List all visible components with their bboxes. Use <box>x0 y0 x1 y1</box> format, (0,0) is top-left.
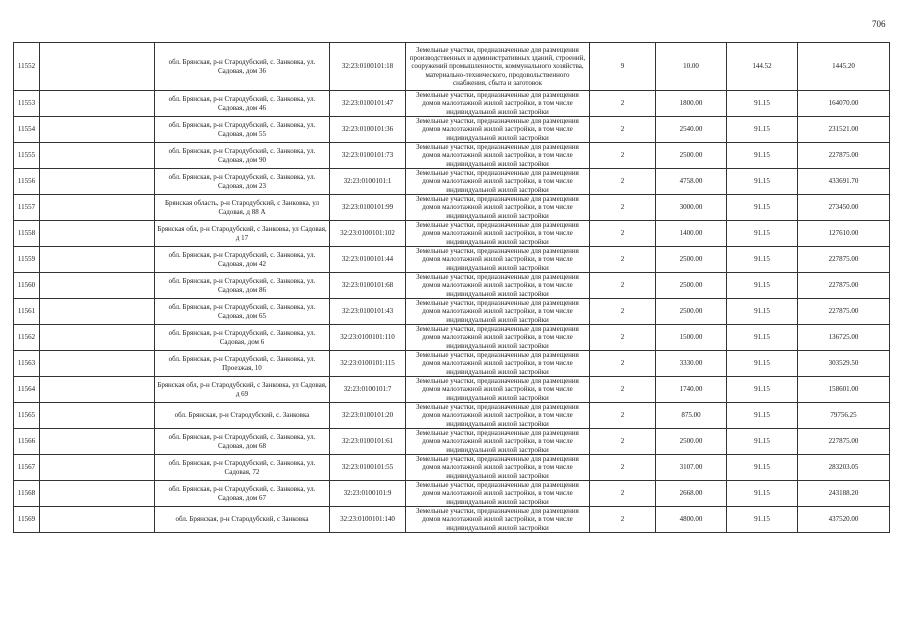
address-cell: обл. Брянская, р-н Стародубский, с. Занковка, ул. Садовая, дом 67 <box>155 481 330 507</box>
table-row <box>14 169 890 195</box>
blank-cell <box>40 221 155 247</box>
row-number-cell: 11564 <box>14 377 40 403</box>
group-cell: 2 <box>590 221 656 247</box>
table-row <box>14 247 890 273</box>
specific-value-cell: 91.15 <box>727 221 798 247</box>
area-cell: 1500.00 <box>656 325 727 351</box>
specific-value-cell: 91.15 <box>727 377 798 403</box>
cadastral-value-cell: 227875.00 <box>798 299 890 325</box>
specific-value-cell: 91.15 <box>727 455 798 481</box>
group-cell: 2 <box>590 195 656 221</box>
area-cell: 3107.00 <box>656 455 727 481</box>
area-cell: 1740.00 <box>656 377 727 403</box>
area-cell: 2500.00 <box>656 143 727 169</box>
cadastral-number-cell: 32:23:0100101:47 <box>330 91 406 117</box>
land-use-cell: Земельные участки, предназначенные для размещения домов малоэтажной жилой застройки, в том числе индивидуальной жилой застройки <box>406 455 590 481</box>
land-use-cell: Земельные участки, предназначенные для размещения домов малоэтажной жилой застройки, в том числе индивидуальной жилой застройки <box>406 377 590 403</box>
land-use-cell: Земельные участки, предназначенные для размещения домов малоэтажной жилой застройки, в том числе индивидуальной жилой застройки <box>406 351 590 377</box>
cadastral-number-cell: 32:23:0100101:68 <box>330 273 406 299</box>
address-cell: обл. Брянская, р-н Стародубский, с. Занковка, ул. Садовая, дом 36 <box>155 43 330 91</box>
blank-cell <box>40 481 155 507</box>
cadastral-value-cell: 164070.00 <box>798 91 890 117</box>
area-cell: 10.00 <box>656 43 727 91</box>
blank-cell <box>40 117 155 143</box>
cadastral-value-table <box>13 42 890 533</box>
table-row <box>14 403 890 429</box>
cadastral-value-cell: 227875.00 <box>798 143 890 169</box>
row-number-cell: 11562 <box>14 325 40 351</box>
land-use-cell: Земельные участки, предназначенные для размещения домов малоэтажной жилой застройки, в том числе индивидуальной жилой застройки <box>406 403 590 429</box>
table-row <box>14 195 890 221</box>
row-number-cell: 11561 <box>14 299 40 325</box>
cadastral-value-cell: 127610.00 <box>798 221 890 247</box>
address-cell: Брянская обл, р-н Стародубский, с Занковка, ул Садовая, д 69 <box>155 377 330 403</box>
cadastral-value-cell: 231521.00 <box>798 117 890 143</box>
address-cell: обл. Брянская, р-н Стародубский, с. Занковка, ул. Садовая, дом 68 <box>155 429 330 455</box>
cadastral-value-cell: 79756.25 <box>798 403 890 429</box>
cadastral-value-cell: 303529.50 <box>798 351 890 377</box>
cadastral-number-cell: 32:23:0100101:7 <box>330 377 406 403</box>
cadastral-number-cell: 32:23:0100101:18 <box>330 43 406 91</box>
group-cell: 2 <box>590 325 656 351</box>
cadastral-number-cell: 32:23:0100101:61 <box>330 429 406 455</box>
specific-value-cell: 91.15 <box>727 247 798 273</box>
group-cell: 2 <box>590 117 656 143</box>
address-cell: обл. Брянская, р-н Стародубский, с. Занковка, ул. Садовая, дом 23 <box>155 169 330 195</box>
specific-value-cell: 91.15 <box>727 299 798 325</box>
area-cell: 875.00 <box>656 403 727 429</box>
specific-value-cell: 91.15 <box>727 351 798 377</box>
land-use-cell: Земельные участки, предназначенные для размещения домов малоэтажной жилой застройки, в том числе индивидуальной жилой застройки <box>406 273 590 299</box>
table-row <box>14 351 890 377</box>
address-cell: обл. Брянская, р-н Стародубский, с Занковка <box>155 507 330 533</box>
cadastral-value-cell: 227875.00 <box>798 429 890 455</box>
area-cell: 1400.00 <box>656 221 727 247</box>
cadastral-number-cell: 32:23:0100101:44 <box>330 247 406 273</box>
land-use-cell: Земельные участки, предназначенные для размещения производственных и административных зданий, строений, сооружений промышленности, коммунального хозяйства, материально-технического, продовольственного снабжения, сбыта и заготовок <box>406 43 590 91</box>
area-cell: 3330.00 <box>656 351 727 377</box>
group-cell: 2 <box>590 273 656 299</box>
address-cell: Брянская обл, р-н Стародубский, с Занковка, ул Садовая, д 17 <box>155 221 330 247</box>
land-use-cell: Земельные участки, предназначенные для размещения домов малоэтажной жилой застройки, в том числе индивидуальной жилой застройки <box>406 325 590 351</box>
blank-cell <box>40 507 155 533</box>
table-row <box>14 91 890 117</box>
specific-value-cell: 91.15 <box>727 429 798 455</box>
blank-cell <box>40 43 155 91</box>
table-row <box>14 325 890 351</box>
group-cell: 9 <box>590 43 656 91</box>
group-cell: 2 <box>590 91 656 117</box>
row-number-cell: 11569 <box>14 507 40 533</box>
table-row <box>14 377 890 403</box>
row-number-cell: 11559 <box>14 247 40 273</box>
address-cell: обл. Брянская, р-н Стародубский, с. Занковка, ул. Садовая, дом 46 <box>155 91 330 117</box>
area-cell: 2500.00 <box>656 299 727 325</box>
specific-value-cell: 91.15 <box>727 507 798 533</box>
cadastral-number-cell: 32:23:0100101:1 <box>330 169 406 195</box>
row-number-cell: 11555 <box>14 143 40 169</box>
cadastral-number-cell: 32:23:0100101:115 <box>330 351 406 377</box>
area-cell: 4758.00 <box>656 169 727 195</box>
address-cell: обл. Брянская, р-н Стародубский, с. Занковка, ул. Проезжая, 10 <box>155 351 330 377</box>
specific-value-cell: 144.52 <box>727 43 798 91</box>
cadastral-value-cell: 433691.70 <box>798 169 890 195</box>
land-use-cell: Земельные участки, предназначенные для размещения домов малоэтажной жилой застройки, в том числе индивидуальной жилой застройки <box>406 481 590 507</box>
cadastral-number-cell: 32:23:0100101:99 <box>330 195 406 221</box>
blank-cell <box>40 429 155 455</box>
table-row <box>14 273 890 299</box>
area-cell: 2500.00 <box>656 247 727 273</box>
row-number-cell: 11558 <box>14 221 40 247</box>
cadastral-value-cell: 227875.00 <box>798 247 890 273</box>
specific-value-cell: 91.15 <box>727 273 798 299</box>
row-number-cell: 11568 <box>14 481 40 507</box>
address-cell: обл. Брянская, р-н Стародубский, с. Занковка, ул. Садовая, дом 6 <box>155 325 330 351</box>
table-row <box>14 481 890 507</box>
blank-cell <box>40 455 155 481</box>
group-cell: 2 <box>590 351 656 377</box>
table-row <box>14 429 890 455</box>
row-number-cell: 11565 <box>14 403 40 429</box>
blank-cell <box>40 351 155 377</box>
area-cell: 2668.00 <box>656 481 727 507</box>
land-use-cell: Земельные участки, предназначенные для размещения домов малоэтажной жилой застройки, в том числе индивидуальной жилой застройки <box>406 507 590 533</box>
table-row <box>14 221 890 247</box>
land-use-cell: Земельные участки, предназначенные для размещения домов малоэтажной жилой застройки, в том числе индивидуальной жилой застройки <box>406 247 590 273</box>
blank-cell <box>40 299 155 325</box>
group-cell: 2 <box>590 143 656 169</box>
blank-cell <box>40 273 155 299</box>
land-use-cell: Земельные участки, предназначенные для размещения домов малоэтажной жилой застройки, в том числе индивидуальной жилой застройки <box>406 117 590 143</box>
cadastral-number-cell: 32:23:0100101:55 <box>330 455 406 481</box>
row-number-cell: 11557 <box>14 195 40 221</box>
group-cell: 2 <box>590 403 656 429</box>
cadastral-number-cell: 32:23:0100101:140 <box>330 507 406 533</box>
land-use-cell: Земельные участки, предназначенные для размещения домов малоэтажной жилой застройки, в том числе индивидуальной жилой застройки <box>406 91 590 117</box>
row-number-cell: 11566 <box>14 429 40 455</box>
address-cell: обл. Брянская, р-н Стародубский, с. Занковка, ул. Садовая, дом 55 <box>155 117 330 143</box>
table-row <box>14 117 890 143</box>
blank-cell <box>40 195 155 221</box>
group-cell: 2 <box>590 299 656 325</box>
cadastral-number-cell: 32:23:0100101:36 <box>330 117 406 143</box>
blank-cell <box>40 377 155 403</box>
cadastral-value-cell: 158601.00 <box>798 377 890 403</box>
cadastral-value-cell: 283203.05 <box>798 455 890 481</box>
table-row <box>14 455 890 481</box>
blank-cell <box>40 403 155 429</box>
table-row <box>14 43 890 91</box>
area-cell: 2540.00 <box>656 117 727 143</box>
area-cell: 3000.00 <box>656 195 727 221</box>
specific-value-cell: 91.15 <box>727 325 798 351</box>
area-cell: 2500.00 <box>656 273 727 299</box>
specific-value-cell: 91.15 <box>727 117 798 143</box>
specific-value-cell: 91.15 <box>727 195 798 221</box>
table-body <box>14 43 890 533</box>
group-cell: 2 <box>590 247 656 273</box>
address-cell: обл. Брянская, р-н Стародубский, с. Занковка, ул. Садовая, 72 <box>155 455 330 481</box>
page-number: 706 <box>872 19 886 29</box>
table-row <box>14 507 890 533</box>
group-cell: 2 <box>590 429 656 455</box>
group-cell: 2 <box>590 507 656 533</box>
cadastral-number-cell: 32:23:0100101:73 <box>330 143 406 169</box>
blank-cell <box>40 325 155 351</box>
row-number-cell: 11556 <box>14 169 40 195</box>
group-cell: 2 <box>590 455 656 481</box>
land-use-cell: Земельные участки, предназначенные для размещения домов малоэтажной жилой застройки, в том числе индивидуальной жилой застройки <box>406 195 590 221</box>
land-use-cell: Земельные участки, предназначенные для размещения домов малоэтажной жилой застройки, в том числе индивидуальной жилой застройки <box>406 143 590 169</box>
cadastral-number-cell: 32:23:0100101:20 <box>330 403 406 429</box>
address-cell: обл. Брянская, р-н Стародубский, с. Занковка, ул. Садовая, дом 42 <box>155 247 330 273</box>
area-cell: 4800.00 <box>656 507 727 533</box>
row-number-cell: 11560 <box>14 273 40 299</box>
specific-value-cell: 91.15 <box>727 169 798 195</box>
cadastral-number-cell: 32:23:0100101:110 <box>330 325 406 351</box>
group-cell: 2 <box>590 481 656 507</box>
specific-value-cell: 91.15 <box>727 403 798 429</box>
specific-value-cell: 91.15 <box>727 143 798 169</box>
blank-cell <box>40 247 155 273</box>
cadastral-number-cell: 32:23:0100101:9 <box>330 481 406 507</box>
table-row <box>14 143 890 169</box>
specific-value-cell: 91.15 <box>727 91 798 117</box>
blank-cell <box>40 143 155 169</box>
specific-value-cell: 91.15 <box>727 481 798 507</box>
row-number-cell: 11553 <box>14 91 40 117</box>
blank-cell <box>40 169 155 195</box>
group-cell: 2 <box>590 169 656 195</box>
cadastral-value-cell: 243188.20 <box>798 481 890 507</box>
cadastral-number-cell: 32:23:0100101:102 <box>330 221 406 247</box>
area-cell: 1800.00 <box>656 91 727 117</box>
cadastral-value-cell: 273450.00 <box>798 195 890 221</box>
blank-cell <box>40 91 155 117</box>
row-number-cell: 11554 <box>14 117 40 143</box>
cadastral-number-cell: 32:23:0100101:43 <box>330 299 406 325</box>
area-cell: 2500.00 <box>656 429 727 455</box>
cadastral-value-cell: 437520.00 <box>798 507 890 533</box>
row-number-cell: 11563 <box>14 351 40 377</box>
address-cell: обл. Брянская, р-н Стародубский, с. Занковка, ул. Садовая, дом 65 <box>155 299 330 325</box>
cadastral-value-cell: 227875.00 <box>798 273 890 299</box>
land-use-cell: Земельные участки, предназначенные для размещения домов малоэтажной жилой застройки, в том числе индивидуальной жилой застройки <box>406 221 590 247</box>
cadastral-value-cell: 136725.00 <box>798 325 890 351</box>
address-cell: обл. Брянская, р-н Стародубский, с. Занковка <box>155 403 330 429</box>
group-cell: 2 <box>590 377 656 403</box>
address-cell: обл. Брянская, р-н Стародубский, с. Занковка, ул. Садовая, дом 90 <box>155 143 330 169</box>
cadastral-value-cell: 1445.20 <box>798 43 890 91</box>
land-use-cell: Земельные участки, предназначенные для размещения домов малоэтажной жилой застройки, в том числе индивидуальной жилой застройки <box>406 299 590 325</box>
land-use-cell: Земельные участки, предназначенные для размещения домов малоэтажной жилой застройки, в том числе индивидуальной жилой застройки <box>406 429 590 455</box>
row-number-cell: 11552 <box>14 43 40 91</box>
address-cell: обл. Брянская, р-н Стародубский, с. Занковка, ул. Садовая, дом 86 <box>155 273 330 299</box>
row-number-cell: 11567 <box>14 455 40 481</box>
land-use-cell: Земельные участки, предназначенные для размещения домов малоэтажной жилой застройки, в том числе индивидуальной жилой застройки <box>406 169 590 195</box>
address-cell: Брянская область, р-н Стародубский, с Занковка, ул Садовая, д 88 А <box>155 195 330 221</box>
table-row <box>14 299 890 325</box>
